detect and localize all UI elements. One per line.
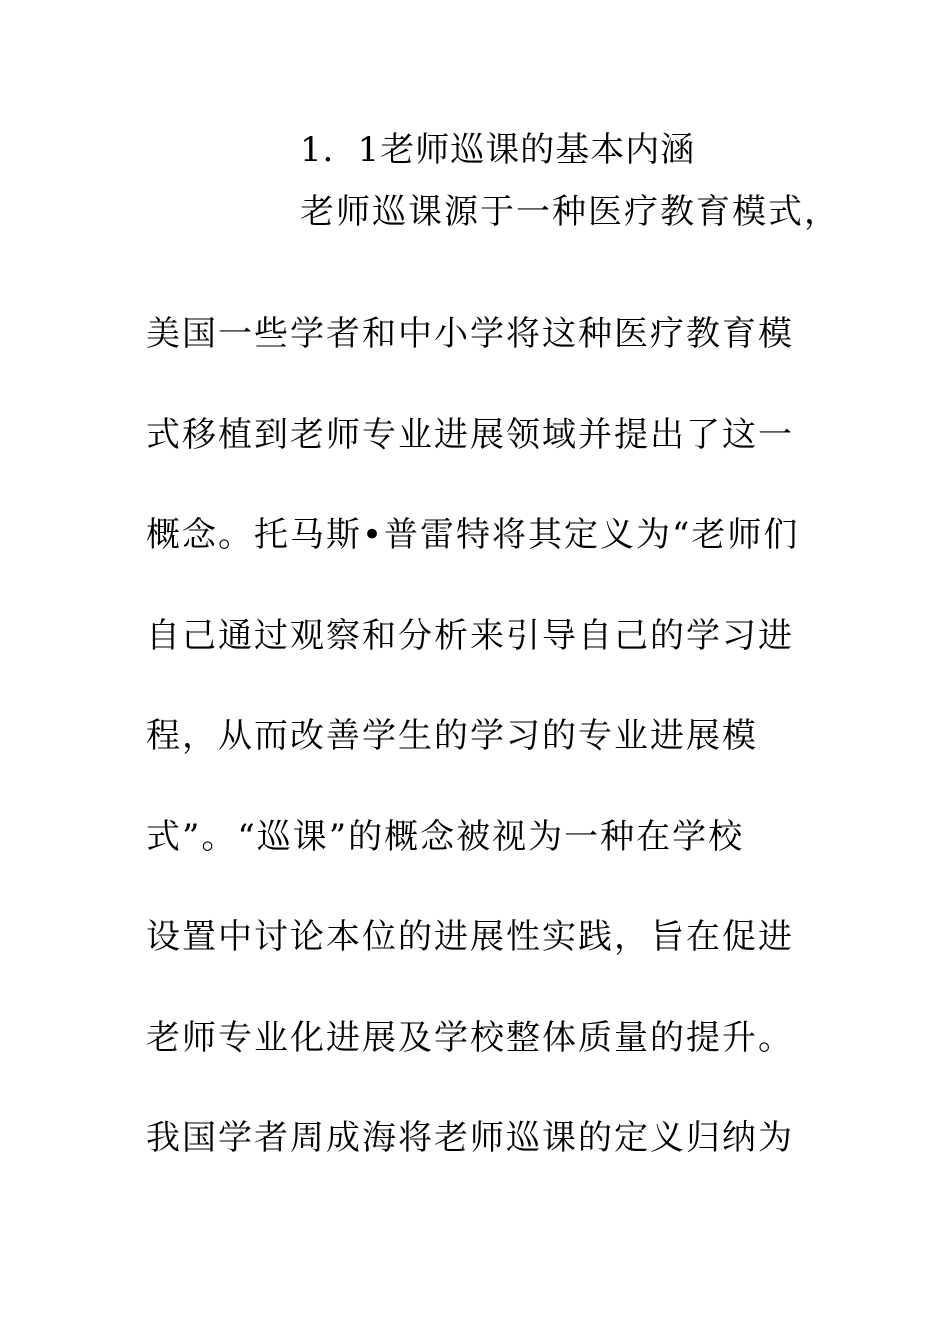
paragraph-line: 程，从而改善学生的学习的专业进展模 (146, 716, 758, 756)
paragraph-line: 概念。托马斯•普雷特将其定义为“老师们 (146, 515, 800, 555)
paragraph-line: 我国学者周成海将老师巡课的定义归纳为 (146, 1118, 794, 1158)
paragraph-line: 老师巡课源于一种医疗教育模式， (300, 192, 840, 232)
paragraph-line: 美国一些学者和中小学将这种医疗教育模 (146, 314, 794, 354)
paragraph-line: 自己通过观察和分析来引导自己的学习进 (146, 616, 794, 656)
paragraph-line: 老师专业化进展及学校整体质量的提升。 (146, 1018, 794, 1058)
section-heading: 1．1老师巡课的基本内涵 (300, 130, 696, 170)
paragraph-line: 设置中讨论本位的进展性实践，旨在促进 (146, 917, 794, 957)
paragraph-line: 式移植到老师专业进展领域并提出了这一 (146, 415, 794, 455)
paragraph-line: 式”。“巡课”的概念被视为一种在学校 (146, 817, 745, 857)
